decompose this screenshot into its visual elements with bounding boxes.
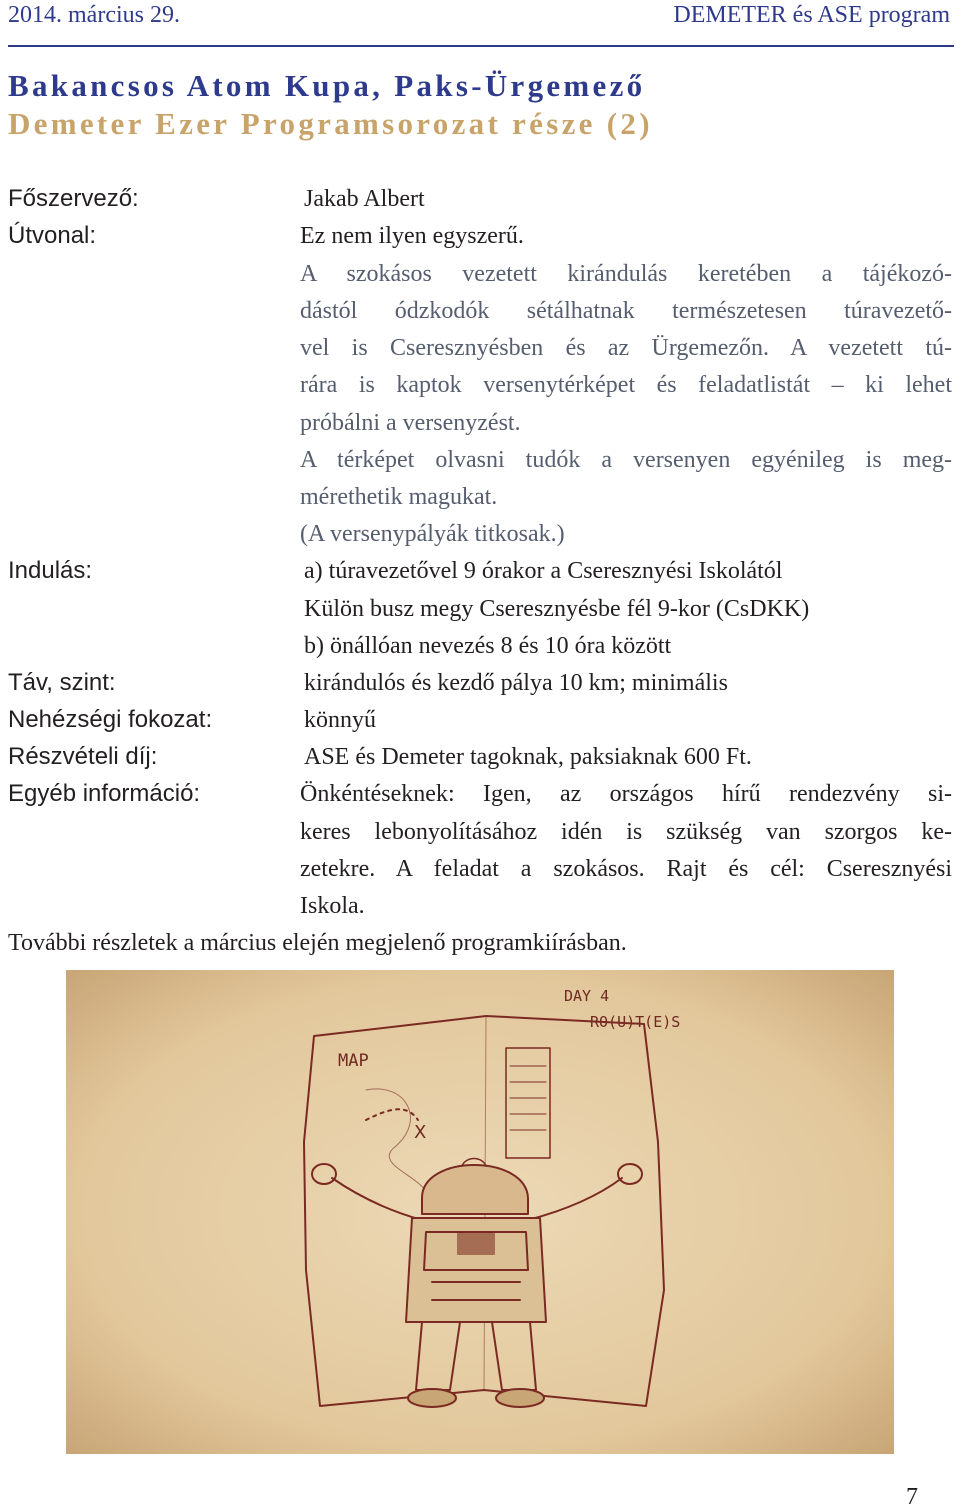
route-line-9: (A versenypályák titkosak.) — [300, 521, 565, 547]
sketch-day-label: DAY 4 — [564, 987, 610, 1005]
label-distance: Táv, szint: — [8, 669, 116, 696]
header-divider — [8, 45, 954, 47]
page-number: 7 — [906, 1484, 918, 1510]
start-line-1: a) túravezetővel 9 órakor a Cseresznyési Iskolától — [304, 558, 783, 584]
difficulty-value: könnyű — [304, 707, 376, 733]
route-line-6: próbálni a versenyzést. — [300, 410, 521, 436]
route-line-8: mérethetik magukat. — [300, 484, 498, 510]
label-organizer: Főszervező: — [8, 185, 139, 212]
route-line-7: A térképet olvasni tudók a versenyen egyénileg is meg- — [300, 447, 952, 473]
route-line-4: vel is Cseresznyésben és az Ürgemezőn. A vezetett tú- — [300, 335, 952, 361]
event-subtitle: Demeter Ezer Programsorozat része (2) — [8, 106, 653, 141]
label-difficulty: Nehézségi fokozat: — [8, 706, 213, 733]
route-line-5: rára is kaptok versenytérképet és feladatlistát – ki lehet — [300, 372, 952, 398]
organizer-value: Jakab Albert — [304, 186, 425, 212]
label-fee: Részvételi díj: — [8, 743, 158, 770]
sketch-map-label: MAP — [338, 1051, 369, 1071]
sketch-routes-label: RO(U)T(E)S — [590, 1013, 681, 1031]
label-route: Útvonal: — [8, 222, 97, 249]
distance-value: kirándulós és kezdő pálya 10 km; minimális — [304, 670, 728, 696]
label-start: Indulás: — [8, 557, 93, 584]
other-line-2: keres lebonyolításához idén is szükség van szorgos ke- — [300, 819, 952, 845]
route-line-1: Ez nem ilyen egyszerű. — [300, 223, 524, 249]
start-line-2: Külön busz megy Cseresznyésbe fél 9-kor (CsDKK) — [304, 596, 810, 622]
other-line-4: Iskola. — [300, 893, 365, 919]
sketch-right-boot — [496, 1389, 544, 1407]
sketch-x-mark: X — [414, 1122, 427, 1143]
route-line-2: A szokásos vezetett kirándulás keretében a tájékozó- — [300, 261, 952, 287]
footer-note: További részletek a március elején megjelenő programkiírásban. — [8, 930, 627, 956]
route-line-3: dástól ódzkodók sétálhatnak természetesen túravezető- — [300, 298, 952, 324]
other-line-1: Önkéntéseknek: Igen, az országos hírű rendezvény si- — [300, 781, 952, 807]
event-title: Bakancsos Atom Kupa, Paks-Ürgemező — [8, 68, 646, 103]
label-other: Egyéb információ: — [8, 780, 201, 807]
sketch-backpack-buckle — [458, 1232, 494, 1254]
start-line-3: b) önállóan nevezés 8 és 10 óra között — [304, 633, 672, 659]
header-program: DEMETER és ASE program — [673, 2, 950, 28]
fee-value: ASE és Demeter tagoknak, paksiaknak 600 Ft. — [304, 744, 752, 770]
header-date: 2014. március 29. — [8, 2, 180, 28]
hiker-map-illustration — [66, 970, 894, 1454]
sketch-left-boot — [408, 1389, 456, 1407]
other-line-3: zetekre. A feladat a szokásos. Rajt és cél: Cseresznyési — [300, 856, 952, 882]
